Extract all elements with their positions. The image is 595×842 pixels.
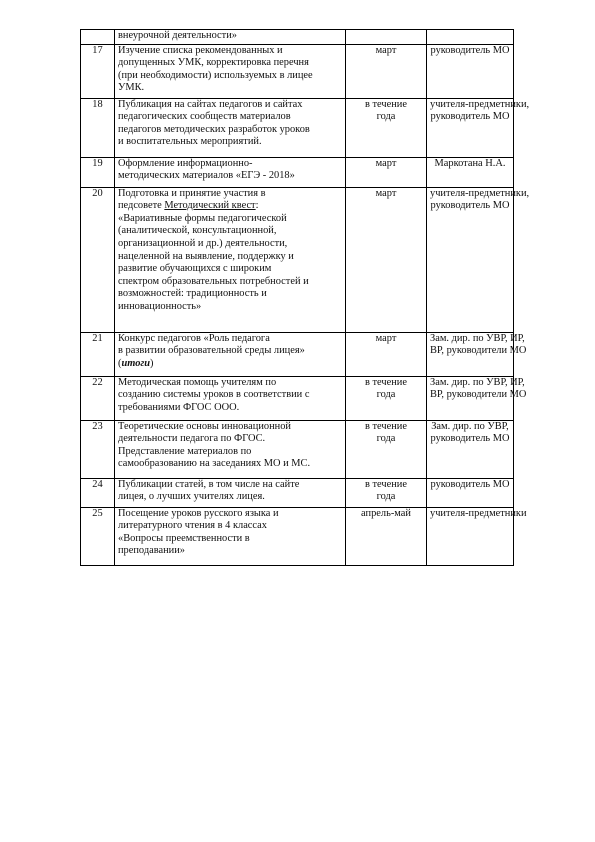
responsible-cell (427, 420, 514, 478)
term-cell (346, 98, 427, 157)
task-text: внеурочной деятельности» (118, 30, 237, 41)
term-cell (346, 420, 427, 478)
term-cell (346, 478, 427, 507)
term-text: март (375, 332, 397, 344)
table-row (81, 157, 514, 187)
responsible-text: учителя-предметники, (430, 187, 530, 199)
row-number: 19 (81, 157, 115, 187)
task-text: Конкурс педагогов «Роль педагога (118, 332, 270, 344)
row-number (81, 30, 115, 45)
responsible-text: руководитель МО (430, 44, 510, 56)
council-link[interactable]: Методический квест (164, 200, 256, 212)
task-text: педагогов методических разработок уроков (118, 123, 310, 135)
task-text: литературного чтения в 4 классах (118, 520, 267, 532)
responsible-cell (427, 332, 527, 376)
responsible-text: учителя-предметники (430, 507, 527, 519)
responsible-text: руководитель МО (430, 433, 510, 445)
term-text: апрель-май (361, 507, 411, 519)
row-number: 22 (81, 376, 115, 420)
responsible-text: Зам. дир. по УВР, (431, 420, 509, 432)
table-row (81, 30, 514, 45)
task-text: Изучение списка рекомендованных и (118, 44, 283, 56)
term-text: март (375, 187, 397, 199)
term-text: в течение (365, 420, 407, 432)
row-number: 18 (81, 98, 115, 157)
task-text: созданию системы уроков в соответствии с (118, 389, 310, 401)
task-cell (115, 507, 346, 565)
responsible-text: Зам. дир. по УВР, ИР, (430, 376, 525, 388)
term-cell (346, 157, 427, 187)
responsible-text: учителя-предметники, (430, 98, 530, 110)
task-text: Методическая помощь учителям по (118, 376, 277, 388)
task-emphasis: итоги (121, 357, 151, 369)
task-cell (115, 420, 346, 478)
task-text: УМК. (118, 82, 145, 94)
task-text: «Вопросы преемственности в (118, 532, 250, 544)
term-text: март (375, 44, 397, 56)
term-text: года (376, 389, 396, 401)
task-tail-line (118, 358, 342, 371)
task-cell (115, 30, 346, 45)
table-row (81, 332, 514, 376)
responsible-cell (427, 478, 514, 507)
task-text: возможностей: традиционность и (118, 288, 267, 300)
table-row (81, 420, 514, 478)
task-text: инновационность» (118, 300, 202, 312)
responsible-cell (427, 187, 530, 332)
row-number: 17 (81, 44, 115, 98)
task-text: требованиями ФГОС ООО. (118, 401, 240, 413)
term-cell (346, 187, 427, 332)
task-text: «Вариативные формы педагогической (118, 212, 287, 224)
task-cell (115, 98, 346, 157)
term-cell (346, 30, 427, 45)
task-cell (115, 478, 346, 507)
term-cell (346, 376, 427, 420)
task-text: ( (118, 357, 122, 369)
task-text: спектром образовательных потребностей и (118, 275, 309, 287)
task-text: Посещение уроков русского языка и (118, 507, 279, 519)
task-text: ) (150, 357, 154, 369)
responsible-text: Маркотана Н.А. (434, 157, 506, 169)
responsible-text: Зам. дир. по УВР, ИР, (430, 332, 525, 344)
task-text: педагогических сообществ материалов (118, 111, 291, 123)
task-text: методических материалов «ЕГЭ - 2018» (118, 170, 295, 182)
term-text: года (376, 491, 396, 503)
task-text: нацеленной на выявление, поддержку и (118, 250, 294, 262)
responsible-text: руководитель МО (430, 111, 510, 123)
task-text: : (255, 200, 259, 212)
row-number: 25 (81, 507, 115, 565)
responsible-text: ВР, руководители МО (430, 389, 527, 401)
responsible-text: руководитель МО (430, 200, 510, 212)
methodical-plan-table (80, 29, 530, 566)
table-row (81, 478, 514, 507)
term-cell (346, 507, 427, 565)
task-cell (115, 332, 346, 376)
task-text: Подготовка и принятие участия в (118, 187, 266, 199)
task-council-line (118, 200, 342, 213)
table-row (81, 187, 514, 332)
term-cell (346, 332, 427, 376)
task-text: лицея, о лучших учителях лицея. (118, 491, 265, 503)
task-text: (аналитической, консультационной, (118, 225, 277, 237)
row-number: 23 (81, 420, 115, 478)
task-text: Оформление информационно- (118, 157, 253, 169)
task-text: Публикация на сайтах педагогов и сайтах (118, 98, 303, 110)
table-row (81, 376, 514, 420)
term-text: март (375, 157, 397, 169)
task-text: Публикации статей, в том числе на сайте (118, 478, 300, 490)
responsible-cell (427, 507, 527, 565)
responsible-cell (427, 44, 514, 98)
task-text: Теоретические основы инновационной (118, 420, 291, 432)
task-cell (115, 157, 346, 187)
task-text: деятельности педагога по ФГОС. (118, 433, 266, 445)
term-text: в течение (365, 98, 407, 110)
row-number: 20 (81, 187, 115, 332)
task-text: Представление материалов по (118, 445, 252, 457)
task-cell (115, 376, 346, 420)
row-number: 21 (81, 332, 115, 376)
task-cell (115, 187, 346, 332)
task-text: и воспитательных мероприятий. (118, 136, 262, 148)
table-row (81, 44, 514, 98)
term-text: в течение (365, 376, 407, 388)
task-cell (115, 44, 346, 98)
responsible-cell (427, 376, 527, 420)
task-text: (при необходимости) используемых в лицее (118, 69, 313, 81)
term-text: года (376, 433, 396, 445)
responsible-cell (427, 98, 530, 157)
responsible-cell (427, 30, 514, 45)
task-text: самообразованию на заседаниях МО и МС. (118, 458, 311, 470)
task-text: развитие обучающихся с широким (118, 263, 272, 275)
row-number: 24 (81, 478, 115, 507)
term-text: в течение (365, 478, 407, 490)
responsible-text: ВР, руководители МО (430, 345, 527, 357)
task-text: преподавании» (118, 545, 185, 557)
task-text: педсовете (118, 200, 165, 212)
task-text: допущенных УМК, корректировка перечня (118, 57, 309, 69)
term-text: года (376, 111, 396, 123)
table-row (81, 98, 514, 157)
term-cell (346, 44, 427, 98)
responsible-text: руководитель МО (430, 478, 510, 490)
task-text: в развитии образовательной среды лицея» (118, 345, 305, 357)
responsible-cell (427, 157, 514, 187)
task-text: организационной и др.) деятельности, (118, 237, 288, 249)
table-row (81, 507, 514, 565)
